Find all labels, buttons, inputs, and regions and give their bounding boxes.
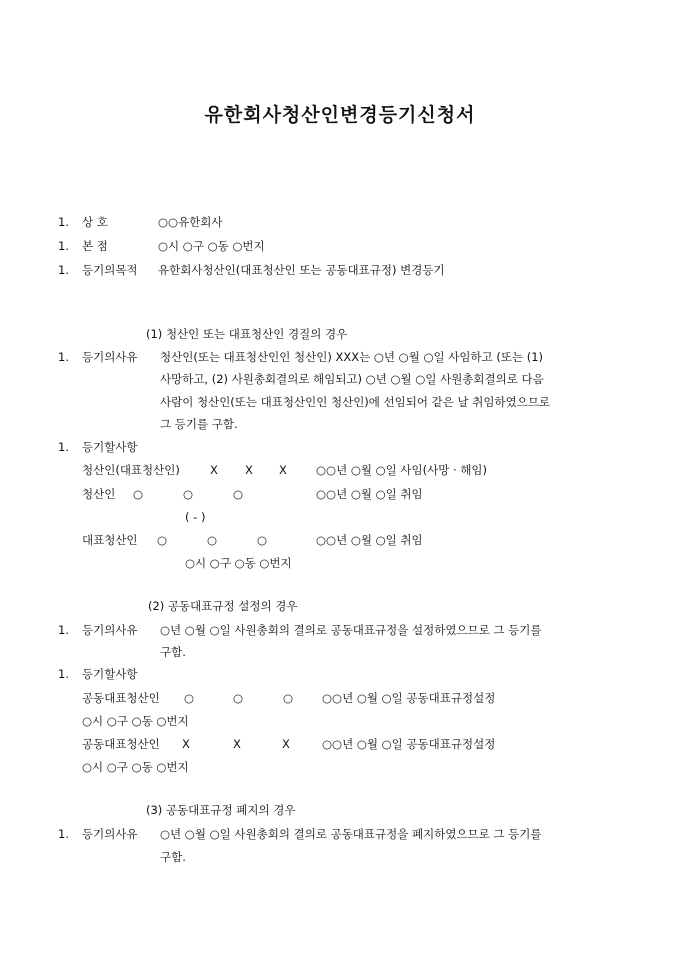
- case1-row3-label: 대표청산인: [82, 533, 138, 547]
- list-number: 1.: [58, 263, 69, 277]
- case1-reason-label: 등기의사유: [82, 350, 138, 364]
- case1-row1-date: ○○년 ○월 ○일 사임(사망 · 해임): [316, 463, 488, 477]
- case1-row1-mark: X: [279, 463, 287, 477]
- case3-reason-label: 등기의사유: [82, 827, 138, 841]
- list-number: 1.: [58, 239, 69, 253]
- case1-reason-line: 사람이 청산인(또는 대표청산인인 청산인)에 선임되어 같은 날 취임하였으므로: [160, 395, 551, 409]
- case2-row2-mark: X: [182, 737, 190, 751]
- case2-items-label: 등기할사항: [82, 667, 138, 681]
- list-number: 1.: [58, 827, 69, 841]
- case1-row3-mark: ○: [257, 533, 268, 547]
- case1-row2-paren: ( - ): [185, 510, 206, 524]
- company-value: ○○유한회사: [158, 215, 223, 229]
- case3-reason-line: 구함.: [160, 850, 186, 864]
- case1-row2-label: 청산인: [82, 487, 116, 501]
- purpose-label: 등기의목적: [82, 263, 138, 277]
- case1-row3-mark: ○: [207, 533, 218, 547]
- case2-reason-line: ○년 ○월 ○일 사원총회의 결의로 공동대표규정을 설정하였으므로 그 등기를: [160, 623, 542, 637]
- case2-row1-date: ○○년 ○월 ○일 공동대표규정설정: [322, 691, 496, 705]
- case1-items-label: 등기할사항: [82, 440, 138, 454]
- case2-heading: (2) 공동대표규정 설정의 경우: [148, 599, 298, 613]
- case1-row3-mark: ○: [157, 533, 168, 547]
- case1-row2-date: ○○년 ○월 ○일 취임: [316, 487, 423, 501]
- list-number: 1.: [58, 667, 69, 681]
- office-label: 본 점: [82, 239, 108, 253]
- case1-reason-line: 그 등기를 구함.: [160, 417, 238, 431]
- case1-row3-date: ○○년 ○월 ○일 취임: [316, 533, 423, 547]
- case2-row2-mark: X: [282, 737, 290, 751]
- case1-heading: (1) 청산인 또는 대표청산인 경질의 경우: [146, 327, 348, 341]
- office-value: ○시 ○구 ○동 ○번지: [158, 239, 265, 253]
- case1-row2-mark: ○: [133, 487, 144, 501]
- case1-row2-mark: ○: [183, 487, 194, 501]
- case2-row1-address: ○시 ○구 ○동 ○번지: [82, 714, 189, 728]
- case2-reason-label: 등기의사유: [82, 623, 138, 637]
- case2-row2-address: ○시 ○구 ○동 ○번지: [82, 760, 189, 774]
- case1-row2-mark: ○: [233, 487, 244, 501]
- document-title: 유한회사청산인변경등기신청서: [204, 104, 476, 126]
- case2-reason-line: 구함.: [160, 645, 186, 659]
- case2-row1-mark: ○: [184, 691, 195, 705]
- purpose-value: 유한회사청산인(대표청산인 또는 공동대표규정) 변경등기: [158, 263, 445, 277]
- case2-row2-date: ○○년 ○월 ○일 공동대표규정설정: [322, 737, 496, 751]
- company-label: 상 호: [82, 215, 108, 229]
- case1-row1-mark: X: [210, 463, 218, 477]
- list-number: 1.: [58, 440, 69, 454]
- case1-reason-line: 사망하고, (2) 사원총회결의로 해임되고) ○년 ○월 ○일 사원총회결의로 다음: [160, 372, 544, 386]
- list-number: 1.: [58, 350, 69, 364]
- case2-row2-label: 공동대표청산인: [82, 737, 160, 751]
- case1-reason-line: 청산인(또는 대표청산인인 청산인) XXX는 ○년 ○월 ○일 사임하고 (또는 (1): [160, 350, 544, 364]
- case2-row2-mark: X: [233, 737, 241, 751]
- case3-heading: (3) 공동대표규정 폐지의 경우: [146, 803, 296, 817]
- case2-row1-mark: ○: [233, 691, 244, 705]
- case2-row1-mark: ○: [283, 691, 294, 705]
- case1-row1-mark: X: [245, 463, 253, 477]
- case3-reason-line: ○년 ○월 ○일 사원총회의 결의로 공동대표규정을 폐지하였으므로 그 등기를: [160, 827, 542, 841]
- case1-row1-label: 청산인(대표청산인): [82, 463, 180, 477]
- case2-row1-label: 공동대표청산인: [82, 691, 160, 705]
- list-number: 1.: [58, 623, 69, 637]
- case1-row3-address: ○시 ○구 ○동 ○번지: [185, 556, 292, 570]
- list-number: 1.: [58, 215, 69, 229]
